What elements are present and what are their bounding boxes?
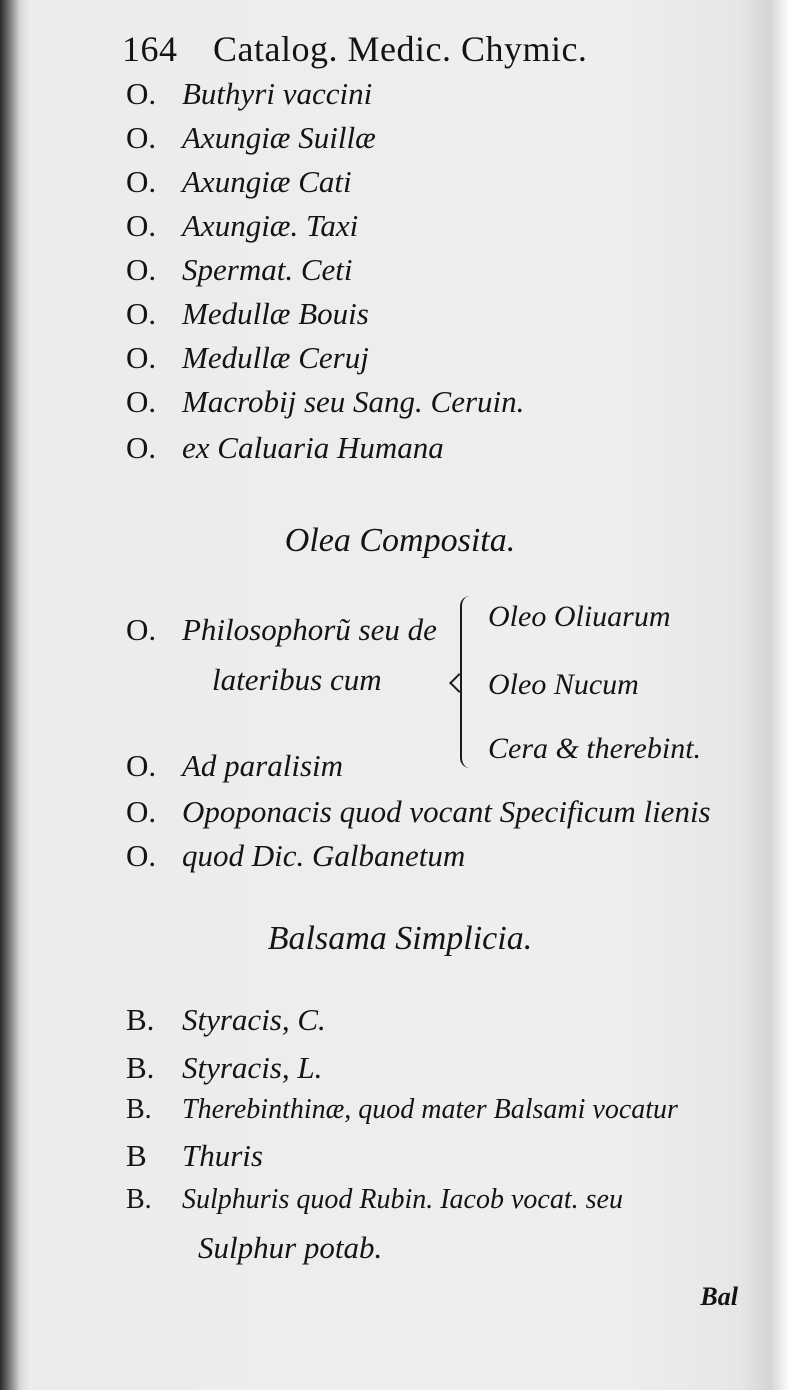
oil-entry: [126, 794, 711, 830]
entry-text: Opoponacis quod vocant Specificum lienis: [182, 794, 711, 829]
oil-entry: [126, 76, 372, 112]
section-heading: Olea Composita.: [284, 522, 516, 559]
entry-text: ex Caluaria Humana: [182, 430, 444, 465]
oil-entry: [126, 340, 369, 376]
entry-prefix: O.: [126, 384, 157, 419]
entry-text: Axungiæ. Taxi: [182, 208, 359, 243]
entry-text: Macrobij seu Sang. Ceruin.: [182, 384, 525, 419]
balsam-entry: [126, 1184, 623, 1216]
page-header: [122, 28, 682, 70]
entry-text: Ad paralisim: [182, 748, 344, 783]
entry-text: Buthyri vaccini: [182, 76, 373, 111]
running-title: Catalog. Medic. Chymic.: [213, 29, 588, 69]
entry-text: Philosophorũ seu de: [182, 612, 437, 647]
section-heading: Balsama Simplicia.: [267, 920, 533, 957]
oil-entry: [126, 164, 352, 200]
entry-prefix: O.: [126, 76, 157, 111]
entry-prefix: B.: [126, 1002, 155, 1037]
entry-prefix: O.: [126, 120, 157, 155]
entry-prefix: O.: [126, 794, 157, 829]
entry-prefix: O.: [126, 838, 157, 873]
entry-prefix: O.: [126, 296, 157, 331]
entry-text: Spermat. Ceti: [182, 252, 353, 287]
page-number: 164: [122, 29, 178, 69]
brace-option: Oleo Oliuarum: [488, 600, 671, 633]
oil-entry: [126, 208, 358, 244]
entry-continuation: lateribus cum: [212, 662, 382, 697]
entry-prefix: O.: [126, 208, 157, 243]
entry-prefix: O.: [126, 252, 157, 287]
entry-text: Medullæ Bouis: [182, 296, 369, 331]
entry-text: quod Dic. Galbanetum: [182, 838, 466, 873]
entry-text: Axungiæ Suillæ: [182, 120, 376, 155]
entry-text: Styracis, C.: [182, 1002, 326, 1037]
brace-option: Cera & therebint.: [488, 732, 702, 765]
entry-text: Medullæ Ceruj: [182, 340, 369, 375]
catchword: Bal: [700, 1282, 738, 1311]
balsam-entry: [126, 1002, 326, 1038]
entry-prefix: B.: [126, 1050, 155, 1085]
oil-entry: [126, 612, 437, 648]
entry-prefix: B.: [126, 1094, 152, 1125]
entry-continuation: Sulphur potab.: [198, 1230, 383, 1265]
entry-prefix: O.: [126, 430, 157, 465]
entry-prefix: B: [126, 1138, 147, 1173]
entry-prefix: O.: [126, 340, 157, 375]
balsam-entry: [126, 1138, 263, 1174]
balsam-entry: [126, 1050, 322, 1086]
entry-prefix: B.: [126, 1184, 152, 1215]
oil-entry: [126, 296, 369, 332]
balsam-entry: [126, 1094, 678, 1126]
oil-entry: [126, 838, 465, 874]
entry-prefix: O.: [126, 748, 157, 783]
entry-prefix: O.: [126, 164, 157, 199]
oil-entry: [126, 748, 343, 784]
entry-text: Styracis, L.: [182, 1050, 323, 1085]
oil-entry: [126, 384, 524, 420]
entry-text: Axungiæ Cati: [182, 164, 352, 199]
oil-entry: [126, 430, 444, 466]
oil-entry: [126, 252, 353, 288]
entry-prefix: O.: [126, 612, 157, 647]
entry-text: Thuris: [182, 1138, 263, 1173]
oil-entry: [126, 120, 376, 156]
entry-text: Sulphuris quod Rubin. Iacob vocat. seu: [182, 1184, 623, 1215]
brace-option: Oleo Nucum: [488, 668, 639, 701]
entry-text: Therebinthinæ, quod mater Balsami vocatur: [182, 1094, 678, 1125]
